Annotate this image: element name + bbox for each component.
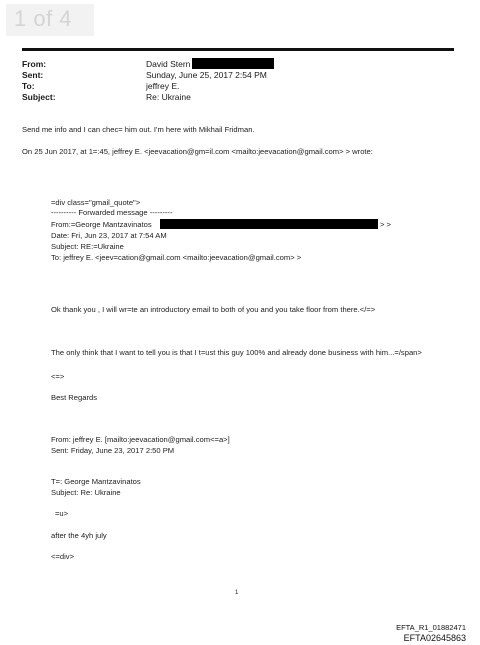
- stray-tag: <=>: [51, 372, 65, 381]
- reply-line: Send me info and I can chec= him out. I'm here with Mikhail Fridman.: [22, 125, 255, 134]
- quoted-to: T=: George Mantzavinatos: [51, 477, 141, 486]
- subject-label: Subject:: [22, 92, 56, 102]
- sent-value: Sunday, June 25, 2017 2:54 PM: [146, 70, 267, 80]
- paragraph-introduction: Ok thank you , I will wr=te an introductory email to both of you and you take floor from there.</=>: [51, 305, 376, 314]
- subject-value: Re: Ukraine: [146, 92, 191, 102]
- stray-tag: =u>: [55, 509, 69, 518]
- sent-label: Sent:: [22, 70, 44, 80]
- from-value: David Stern: [146, 59, 191, 69]
- forwarded-from-tail: > >: [380, 220, 391, 229]
- page-counter: 1 of 4: [14, 6, 73, 31]
- bates-number-primary: EFTA_R1_01882471: [396, 623, 466, 632]
- closing-div-tag: <=div>: [51, 552, 75, 561]
- wrote-line: On 25 Jun 2017, at 1=:45, jeffrey E. <jeevacation@gm=il.com <mailto:jeevacation@gmail.com> > wrote:: [22, 147, 373, 156]
- page-number: 1: [235, 590, 239, 596]
- quoted-from: From: jeffrey E. [mailto:jeevacation@gmail.com<=a>]: [51, 435, 230, 444]
- forwarded-to: To: jeffrey E. <jeev=cation@gmail.com <mailto:jeevacation@gmail.com> >: [51, 253, 302, 262]
- quoted-subject: Subject: Re: Ukraine: [51, 488, 121, 497]
- after-july-line: after the 4yh july: [51, 531, 107, 540]
- paragraph-trust: The only think that I want to tell you is that I t=ust this guy 100% and already done business with him...=/span>: [51, 348, 422, 357]
- redaction-bar: [160, 219, 378, 229]
- bates-number-secondary: EFTA02645863: [403, 633, 466, 643]
- quoted-sent: Sent: Friday, June 23, 2017 2:50 PM: [51, 446, 175, 455]
- to-label: To:: [22, 81, 35, 91]
- from-label: From:: [22, 59, 47, 69]
- forwarded-subject: Subject: RE:=Ukraine: [51, 242, 124, 251]
- gmail-quote-tag: =div class="gmail_quote">: [51, 198, 141, 207]
- forwarded-from: From:=George Mantzavinatos: [51, 220, 152, 229]
- header-rule: [22, 48, 454, 51]
- signoff: Best Regards: [51, 393, 98, 402]
- forwarded-date: Date: Fri, Jun 23, 2017 at 7:54 AM: [51, 231, 167, 240]
- to-value: jeffrey E.: [146, 81, 180, 91]
- redaction-bar: [192, 58, 274, 69]
- forwarded-message-line: ---------- Forwarded message ---------: [51, 208, 173, 217]
